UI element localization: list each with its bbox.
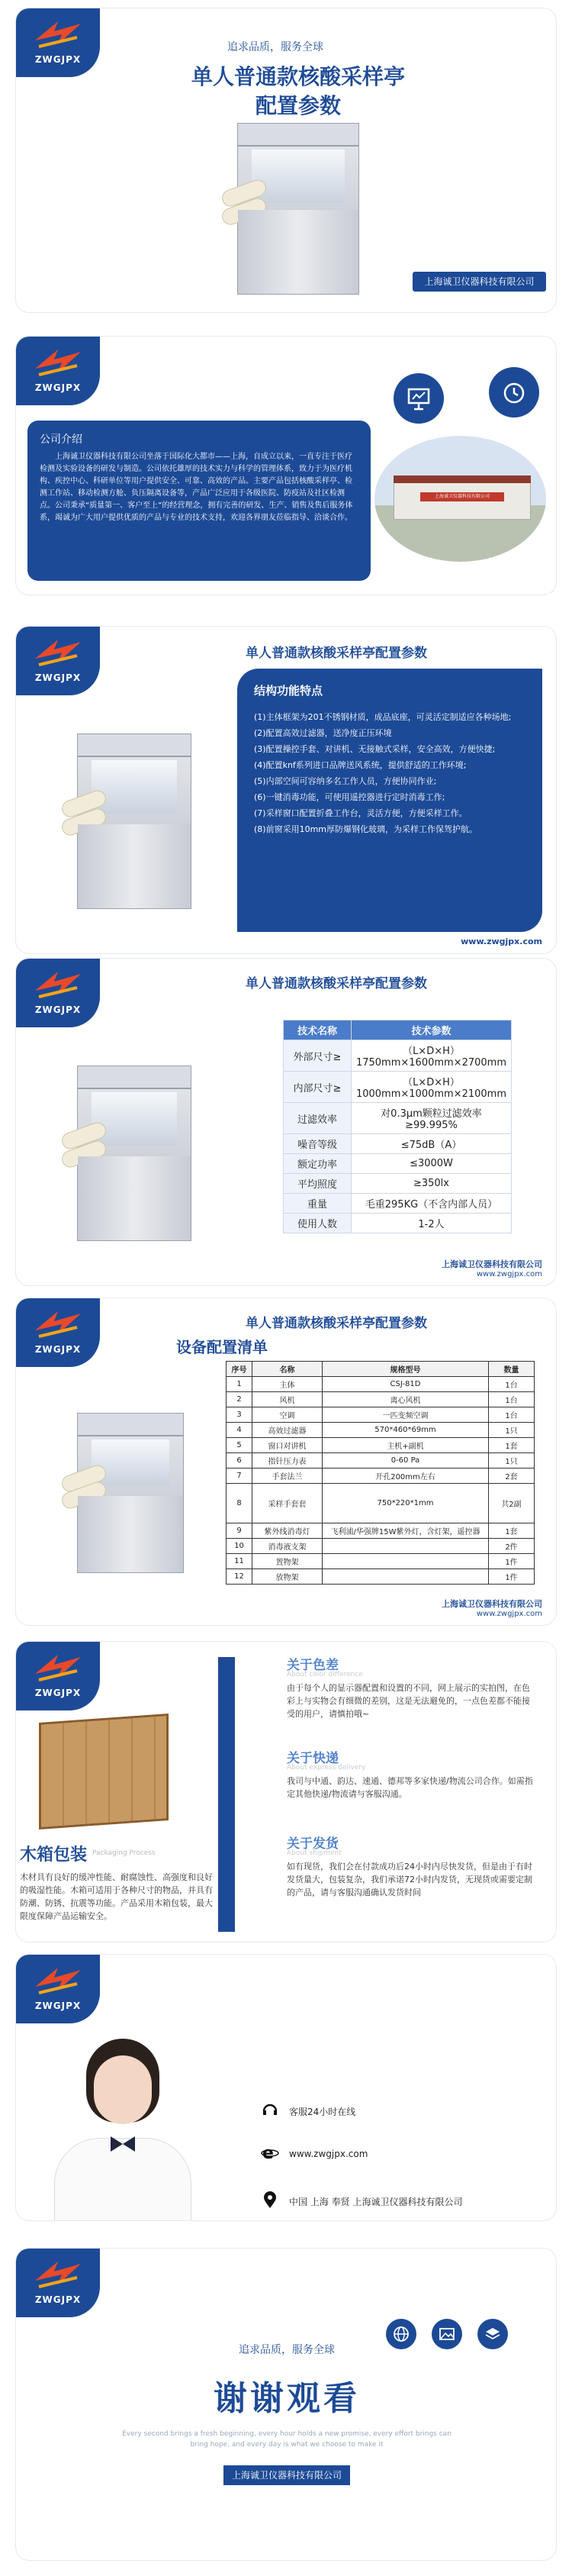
table-row (284, 1040, 512, 1072)
cell-spec: 一匹变频空调 (323, 1407, 489, 1423)
cell-name: 消毒液支架 (252, 1539, 323, 1554)
cell-spec (323, 1539, 489, 1554)
param-value: ≤75dB（A） (351, 1134, 511, 1154)
equipment-footer-company: 上海诚卫仪器科技有限公司 (442, 1599, 542, 1609)
globe-icon (260, 2143, 280, 2165)
cell-no: 4 (227, 1423, 252, 1438)
color-difference-body: 由于每个人的显示器配置和设置的不同，网上展示的实拍图，在色彩上与实物会有细微的差别，这是无法避免的，一点色差都不能接受的用户，请慎拍哦~ (287, 1683, 530, 1719)
cell-spec: 570*460*69mm (323, 1423, 489, 1438)
brand-logo (16, 8, 100, 77)
sampling-booth-image (77, 1413, 184, 1573)
equipment-header-qty: 数量 (489, 1362, 535, 1377)
equipment-table (226, 1361, 535, 1585)
packing-body: 木材具有良好的缓冲性能、耐腐蚀性、高强度和良好的吸湿性能。木箱可适用于各种尺寸的物品，并具有防潮、防锈、抗震等功能。产品采用木箱包装，最大限度保障产品运输安全。 (20, 1872, 213, 1921)
cell-no: 10 (227, 1539, 252, 1554)
brand-logo (16, 2249, 100, 2317)
logo-text: ZWGJPX (34, 672, 82, 683)
cell-qty: 1台 (489, 1392, 535, 1407)
contact-website-text[interactable]: www.zwgjpx.com (289, 2149, 368, 2159)
logo-text: ZWGJPX (34, 2294, 82, 2305)
intro-heading: 公司介绍 (40, 434, 82, 446)
table-row (227, 1569, 535, 1585)
color-difference-title: 关于色差 (287, 1658, 339, 1673)
table-row (227, 1407, 535, 1423)
thanks-english: Every second brings a fresh beginning, every hour holds a new promise, every effort brings can bring hope, and every day is what we choose to make it (122, 2430, 451, 2449)
cell-name: 窗口对讲机 (252, 1438, 323, 1453)
feature-item: (1)主体框架为201不锈钢材质，成品底座，可灵活定制适应各种场地; (254, 712, 512, 722)
presentation-icon (394, 373, 444, 424)
param-value: （L×D×H） 1750mm×1600mm×2700mm (351, 1040, 511, 1072)
cell-name: 主体 (252, 1377, 323, 1392)
cell-name: 采样手套套 (252, 1484, 323, 1523)
sampling-booth-image (77, 1066, 191, 1241)
equipment-title: 单人普通款核酸采样亭配置参数 (246, 1316, 427, 1331)
thanks-company-badge: 上海诚卫仪器科技有限公司 (223, 2465, 350, 2485)
cell-qty: 1套 (489, 1523, 535, 1539)
params-title: 单人普通款核酸采样亭配置参数 (246, 976, 427, 991)
brand-mark-icon (31, 968, 85, 1000)
feature-item: (6)一键消毒功能，可使用遥控器进行定时消毒工作; (254, 792, 445, 802)
cell-no: 9 (227, 1523, 252, 1539)
params-section (15, 958, 557, 1286)
cell-qty: 1件 (489, 1554, 535, 1569)
cell-spec: 主机+副机 (323, 1438, 489, 1453)
layers-icon (477, 2319, 508, 2349)
equipment-header-name: 名称 (252, 1362, 323, 1377)
contact-service-text: 客服24小时在线 (289, 2106, 356, 2117)
brand-logo (16, 337, 100, 405)
param-name: 使用人数 (284, 1214, 352, 1233)
express-sub: About express delivery (287, 1764, 366, 1772)
brand-logo (16, 959, 100, 1027)
table-row (227, 1392, 535, 1407)
table-row (284, 1134, 512, 1154)
param-name: 平均照度 (284, 1174, 352, 1194)
contact-item-service (260, 2092, 550, 2130)
cell-name: 放物架 (252, 1569, 323, 1585)
shipment-body: 如有现货，我们会在付款成功后24小时内尽快发货，但是由于有时发货量大，包装复杂，我们承诺72小时内发货，无现货或需要定制的产品，请与客服沟通确认发货时间 (287, 1862, 532, 1897)
brand-mark-icon (31, 346, 85, 378)
cell-name: 手套法兰 (252, 1469, 323, 1484)
params-header-value: 技术参数 (351, 1020, 511, 1040)
logo-text: ZWGJPX (34, 1688, 82, 1698)
cell-no: 2 (227, 1392, 252, 1407)
cell-no: 3 (227, 1407, 252, 1423)
shipment-title: 关于发货 (287, 1836, 339, 1852)
cell-name: 置物架 (252, 1554, 323, 1569)
brand-mark-icon (31, 1964, 85, 1996)
params-footer-company: 上海诚卫仪器科技有限公司 (442, 1259, 542, 1269)
cell-qty: 1套 (489, 1438, 535, 1453)
equipment-header-no: 序号 (227, 1362, 252, 1377)
table-row (284, 1154, 512, 1174)
table-row (227, 1438, 535, 1453)
equipment-subtitle: 设备配置清单 (176, 1338, 268, 1356)
company-building-image (374, 436, 546, 562)
thanks-slogan: 追求品质，服务全球 (239, 2344, 335, 2356)
service-section (15, 1641, 557, 1942)
cell-qty: 2件 (489, 1539, 535, 1554)
cover-title: 单人普通款核酸采样亭 (191, 64, 405, 89)
cell-spec (323, 1569, 489, 1585)
param-name: 噪音等级 (284, 1134, 352, 1154)
feature-item: (8)前窗采用10mm厚防爆钢化玻璃，为采样工作保驾护航。 (254, 824, 478, 834)
equipment-footer-site: www.zwgjpx.com (476, 1610, 542, 1618)
cell-no: 12 (227, 1569, 252, 1585)
cell-name: 空调 (252, 1407, 323, 1423)
intro-section (15, 336, 557, 595)
structure-website: www.zwgjpx.com (461, 937, 542, 946)
thanks-title: 谢谢观看 (214, 2379, 360, 2418)
cell-qty: 共2副 (489, 1484, 535, 1523)
features-list (254, 709, 525, 837)
features-panel (237, 669, 542, 932)
brand-logo (16, 1955, 100, 2023)
table-row (284, 1103, 512, 1134)
cell-no: 1 (227, 1377, 252, 1392)
params-footer-site: www.zwgjpx.com (476, 1270, 542, 1278)
company-badge: 上海诚卫仪器科技有限公司 (413, 272, 546, 292)
structure-section (15, 626, 557, 954)
brand-logo (16, 1298, 100, 1367)
param-value: （L×D×H） 1000mm×1000mm×2100mm (351, 1072, 511, 1103)
param-value: ≤3000W (351, 1154, 511, 1174)
params-table (283, 1020, 512, 1233)
logo-text: ZWGJPX (34, 1344, 82, 1355)
logo-text: ZWGJPX (34, 2001, 82, 2011)
feature-item: (4)配置knf系列进口品牌送风系统，提供舒适的工作环境; (254, 760, 467, 770)
thanks-section (15, 2248, 557, 2561)
brand-logo (16, 1642, 100, 1710)
cell-name: 指针压力表 (252, 1453, 323, 1469)
table-row (227, 1453, 535, 1469)
param-value: 对0.3μm颗粒过滤效率 ≥99.995% (351, 1103, 511, 1134)
building-sign: 上海诚卫仪器科技有限公司 (420, 492, 504, 501)
cell-spec: 飞利浦/华强牌15W紫外灯，含灯架，遥控器 (323, 1523, 489, 1539)
packing-title: 木箱包装 (20, 1846, 88, 1865)
table-row (284, 1174, 512, 1194)
cell-no: 8 (227, 1484, 252, 1523)
cell-spec: 开孔200mm左右 (323, 1469, 489, 1484)
table-row (284, 1214, 512, 1233)
cell-name: 紫外线消毒灯 (252, 1523, 323, 1539)
logo-text: ZWGJPX (34, 54, 82, 65)
feature-item: (5)内部空间可容纳多名工作人员，方便协同作业; (254, 776, 437, 786)
table-row (227, 1554, 535, 1569)
location-pin-icon (260, 2191, 280, 2212)
table-row (227, 1484, 535, 1523)
contact-item-address (260, 2178, 550, 2221)
contact-item-website[interactable] (260, 2130, 550, 2178)
logo-text: ZWGJPX (34, 382, 82, 393)
logo-text: ZWGJPX (34, 1004, 82, 1015)
express-title: 关于快递 (287, 1751, 339, 1766)
table-row (284, 1194, 512, 1214)
structure-title: 单人普通款核酸采样亭配置参数 (246, 646, 427, 661)
shipment-sub: About shipment (287, 1849, 342, 1857)
cover-subtitle: 配置参数 (255, 93, 341, 118)
globe-icon (386, 2319, 416, 2349)
features-title: 结构功能特点 (254, 684, 323, 698)
feature-item: (3)配置操控手套、对讲机、无接触式采样，安全高效，方便快捷; (254, 744, 496, 754)
cell-name: 风机 (252, 1392, 323, 1407)
intro-body: 上海诚卫仪器科技有限公司坐落于国际化大都市——上海，自成立以来，一直专注于医疗检测及实验设备的研发与制造。公司依托雄厚的技术实力与科学的管理体系，致力于为医疗机构、疾控中心、科研单位等用户提供安全、可靠、高效的产品。主要产品包括核酸采样亭、检测工作站、移动检测方舱、负压隔离设备等，产品广泛应用于各级医院、防疫站及社区检测点。公司秉承“质量第一、客户至上”的经营理念，拥有完善的研发、生产、销售及售后服务体系，竭诚为广大用户提供优质的产品与专业的技术支持，欢迎各界朋友莅临指导、洽谈合作。 (40, 453, 353, 522)
service-agent-image (47, 2039, 199, 2221)
param-name: 额定功率 (284, 1154, 352, 1174)
divider-bar (218, 1657, 235, 1932)
cell-qty: 1件 (489, 1569, 535, 1585)
cell-qty: 1只 (489, 1423, 535, 1438)
sampling-booth-image (77, 733, 191, 909)
param-name: 外部尺寸≥ (284, 1040, 352, 1072)
cell-no: 7 (227, 1469, 252, 1484)
packing-subtitle: Packaging Process (92, 1849, 156, 1857)
brand-mark-icon (31, 18, 85, 50)
cell-spec: 750*220*1mm (323, 1484, 489, 1523)
brand-mark-icon (31, 2258, 85, 2290)
cell-qty: 1台 (489, 1377, 535, 1392)
cell-no: 11 (227, 1554, 252, 1569)
svg-text:e: e (262, 2144, 274, 2162)
cell-qty: 1台 (489, 1407, 535, 1423)
contact-list (260, 2092, 550, 2221)
wooden-crate-image (39, 1714, 169, 1830)
clock-icon (489, 367, 539, 418)
table-row (227, 1377, 535, 1392)
cell-no: 5 (227, 1438, 252, 1453)
cell-qty: 2套 (489, 1469, 535, 1484)
params-header-name: 技术名称 (284, 1020, 352, 1040)
cell-spec: 离心风机 (323, 1392, 489, 1407)
feature-item: (7)采样窗口配置折叠工作台，灵活方便，方便采样工作。 (254, 808, 468, 818)
headset-icon (260, 2101, 280, 2121)
express-body: 我司与中通、韵达、速通、德邦等多家快递/物流公司合作。如需指定其他快递/物流请与客服沟通。 (287, 1776, 533, 1799)
param-name: 过滤效率 (284, 1103, 352, 1134)
cell-spec: CSJ-81D (323, 1377, 489, 1392)
equipment-section (15, 1298, 557, 1626)
param-name: 重量 (284, 1194, 352, 1214)
table-row (227, 1523, 535, 1539)
param-name: 内部尺寸≥ (284, 1072, 352, 1103)
contact-address-text: 中国 上海 奉贤 上海诚卫仪器科技有限公司 (289, 2196, 463, 2207)
brand-mark-icon (31, 1307, 85, 1340)
table-row (227, 1469, 535, 1484)
brand-mark-icon (31, 1651, 85, 1683)
table-row (284, 1072, 512, 1103)
sampling-booth-image (237, 123, 359, 295)
cell-no: 6 (227, 1453, 252, 1469)
slogan: 追求品质，服务全球 (227, 41, 323, 53)
feature-item: (2)配置高效过滤器，送净度正压环境 (254, 728, 392, 738)
contact-section (15, 1954, 557, 2221)
intro-panel (27, 421, 371, 581)
table-row (227, 1539, 535, 1554)
cover-section (15, 8, 557, 313)
param-value: ≥350lx (351, 1174, 511, 1194)
cell-name: 高效过滤器 (252, 1423, 323, 1438)
image-icon (432, 2319, 462, 2349)
cell-spec: 0-60 Pa (323, 1453, 489, 1469)
brand-logo (16, 627, 100, 695)
table-row (227, 1423, 535, 1438)
color-difference-sub: About color difference (287, 1671, 363, 1678)
param-value: 毛重295KG（不含内部人员） (351, 1194, 511, 1214)
param-value: 1-2人 (351, 1214, 511, 1233)
equipment-header-spec: 规格型号 (323, 1362, 489, 1377)
cell-spec (323, 1554, 489, 1569)
brand-mark-icon (31, 636, 85, 668)
cell-qty: 1只 (489, 1453, 535, 1469)
